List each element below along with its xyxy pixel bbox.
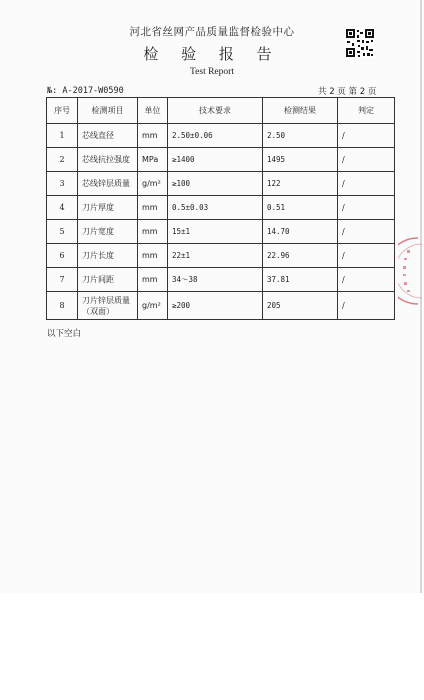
qr-code-icon [345, 28, 375, 58]
requirement-cell: ≥100 [168, 172, 263, 196]
result-cell: 22.96 [263, 244, 338, 268]
table-row [47, 268, 395, 292]
requirement-cell: ≥1400 [168, 148, 263, 172]
seq-cell: 3 [47, 172, 78, 196]
page-count: 共 2 页 第 2 页 [318, 87, 377, 97]
item-cell: 芯线抗拉强度 [78, 148, 138, 172]
report-number: №: A-2017-W0590 [47, 86, 124, 96]
verdict-cell: / [338, 220, 395, 244]
item-cell: 芯线锌层质量 [78, 172, 138, 196]
unit-cell: g/m² [138, 172, 168, 196]
table-row [47, 244, 395, 268]
table-row [47, 196, 395, 220]
seq-cell: 8 [47, 292, 78, 320]
seq-cell: 1 [47, 124, 78, 148]
blank-below-note: 以下空白 [47, 329, 82, 339]
requirement-cell: ≥200 [168, 292, 263, 320]
item-cell: 刀片厚度 [78, 196, 138, 220]
column-header: 判定 [338, 98, 395, 124]
requirement-cell: 34～38 [168, 268, 263, 292]
requirement-cell: 2.50±0.06 [168, 124, 263, 148]
unit-cell: mm [138, 196, 168, 220]
results-table [46, 97, 395, 320]
table-row [47, 292, 395, 320]
unit-cell: MPa [138, 148, 168, 172]
verdict-cell: / [338, 196, 395, 220]
unit-cell: g/m² [138, 292, 168, 320]
seq-cell: 4 [47, 196, 78, 220]
column-header: 检测项目 [78, 98, 138, 124]
seq-cell: 5 [47, 220, 78, 244]
seq-cell: 6 [47, 244, 78, 268]
result-cell: 14.70 [263, 220, 338, 244]
unit-cell: mm [138, 268, 168, 292]
verdict-cell: / [338, 172, 395, 196]
item-cell: 刀片锌层质量（双面） [78, 292, 138, 320]
organization-name: 河北省丝网产品质量监督检验中心 [129, 26, 295, 38]
verdict-cell: / [338, 292, 395, 320]
column-header: 检测结果 [263, 98, 338, 124]
unit-cell: mm [138, 124, 168, 148]
result-cell: 122 [263, 172, 338, 196]
verdict-cell: / [338, 268, 395, 292]
item-cell: 刀片间距 [78, 268, 138, 292]
column-header: 序号 [47, 98, 78, 124]
column-header: 单位 [138, 98, 168, 124]
verdict-cell: / [338, 148, 395, 172]
requirement-cell: 0.5±0.03 [168, 196, 263, 220]
item-cell: 刀片宽度 [78, 220, 138, 244]
table-row [47, 124, 395, 148]
item-cell: 刀片长度 [78, 244, 138, 268]
report-title-en: Test Report [190, 67, 234, 77]
result-cell: 1495 [263, 148, 338, 172]
seq-cell: 7 [47, 268, 78, 292]
table-row [47, 220, 395, 244]
unit-cell: mm [138, 220, 168, 244]
table-row [47, 172, 395, 196]
requirement-cell: 22±1 [168, 244, 263, 268]
result-cell: 37.81 [263, 268, 338, 292]
item-cell: 芯线直径 [78, 124, 138, 148]
result-cell: 2.50 [263, 124, 338, 148]
result-cell: 0.51 [263, 196, 338, 220]
requirement-cell: 15±1 [168, 220, 263, 244]
table-row [47, 148, 395, 172]
verdict-cell: / [338, 124, 395, 148]
report-title-cn: 检 验 报 告 [143, 45, 281, 63]
column-header: 技术要求 [168, 98, 263, 124]
table-header-row [47, 98, 395, 124]
unit-cell: mm [138, 244, 168, 268]
official-seal-stamp [398, 236, 424, 306]
result-cell: 205 [263, 292, 338, 320]
seq-cell: 2 [47, 148, 78, 172]
verdict-cell: / [338, 244, 395, 268]
